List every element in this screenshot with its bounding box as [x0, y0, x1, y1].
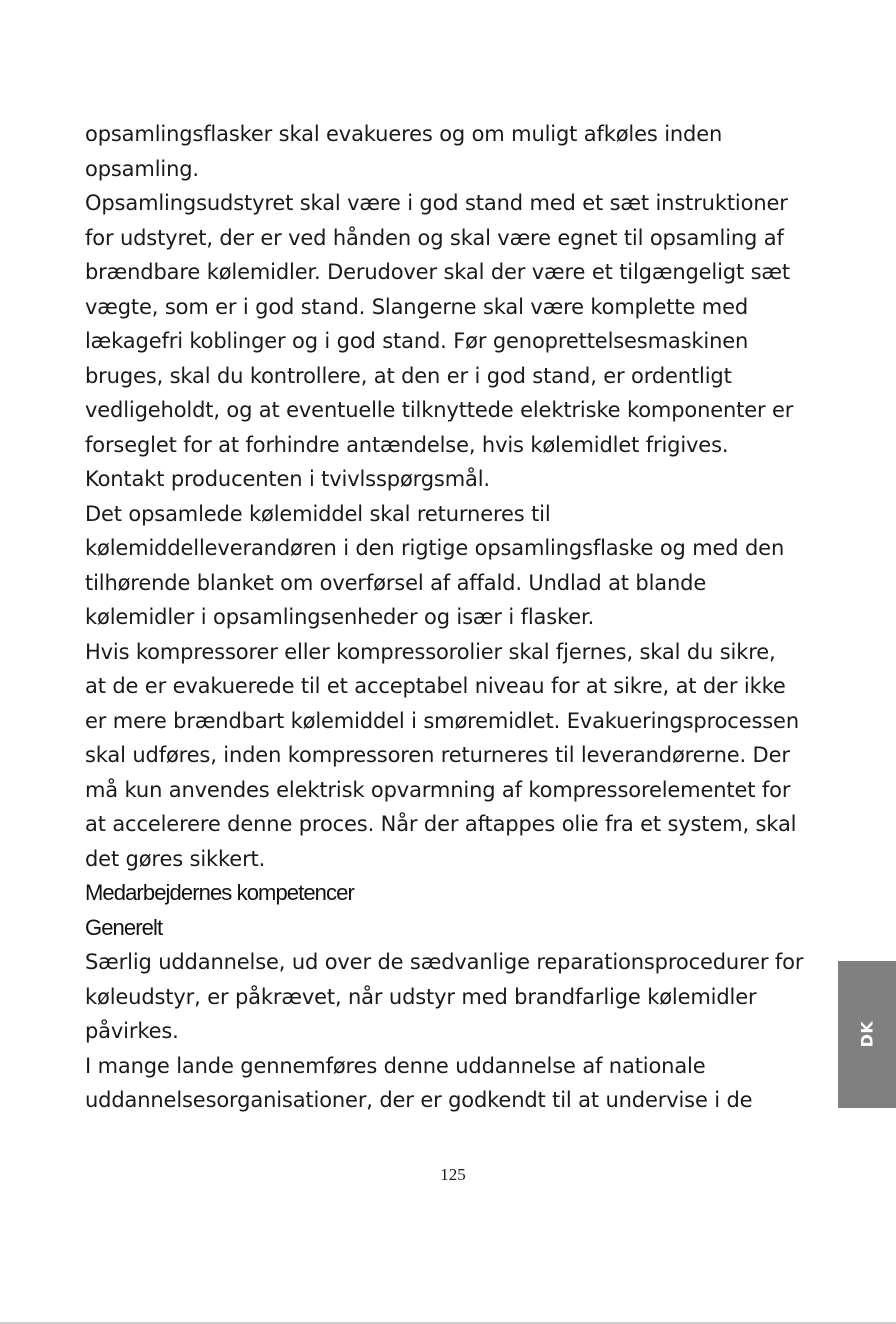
body-line: Særlig uddannelse, ud over de sædvanlige reparationsprocedurer for [85, 950, 804, 974]
body-line: Det opsamlede kølemiddel skal returneres til [85, 501, 551, 526]
subsection-heading-general: Generelt [85, 914, 163, 940]
body-line: må kun anvendes elektrisk opvarmning af kompressorelementet for [85, 777, 791, 802]
body-line: påvirkes. [85, 1019, 179, 1043]
body-line: I mange lande gennemføres denne uddannelse af nationale [85, 1053, 706, 1078]
body-line: at de er evakuerede til et acceptabel niveau for at sikre, at der ikke [85, 674, 786, 698]
body-line: Hvis kompressorer eller kompressorolier skal fjernes, skal du sikre, [85, 639, 776, 664]
body-line: forseglet for at forhindre antændelse, hvis kølemidlet frigives. [85, 432, 729, 457]
body-line: er mere brændbart kølemiddel i smøremidlet. Evakueringsprocessen [85, 708, 799, 733]
body-line: opsamlingsflasker skal evakueres og om muligt afkøles inden [85, 122, 723, 146]
body-line: tilhørende blanket om overførsel af affald. Undlad at blande [85, 570, 707, 595]
body-line: uddannelsesorganisationer, der er godkendt til at undervise i de [85, 1088, 753, 1112]
body-line: opsamling. [85, 156, 199, 181]
body-line: Opsamlingsudstyret skal være i god stand med et sæt instruktioner [85, 191, 788, 215]
body-line: køleudstyr, er påkrævet, når udstyr med brandfarlige kølemidler [85, 984, 757, 1009]
page-number: 125 [440, 1165, 466, 1184]
body-line: for udstyret, der er ved hånden og skal være egnet til opsamling af [85, 225, 784, 250]
body-line: bruges, skal du kontrollere, at den er i god stand, er ordentligt [85, 363, 732, 388]
body-line: kølemidler i opsamlingsenheder og især i flasker. [85, 605, 595, 629]
body-line: Kontakt producenten i tvivlsspørgsmål. [85, 467, 490, 491]
language-tab [838, 961, 896, 1108]
body-line: vægte, som er i god stand. Slangerne skal være komplette med [85, 294, 749, 319]
body-line: vedligeholdt, og at eventuelle tilknyttede elektriske komponenter er [85, 398, 794, 422]
body-line: kølemiddelleverandøren i den rigtige opsamlingsflaske og med den [85, 536, 785, 560]
body-line: lækagefri koblinger og i god stand. Før genoprettelsesmaskinen [85, 329, 749, 353]
page-content [85, 117, 875, 1118]
body-line: at accelerere denne proces. Når der aftappes olie fra et system, skal [85, 812, 797, 836]
body-line: det gøres sikkert. [85, 846, 266, 871]
language-tab-label: DK [857, 1020, 877, 1048]
section-heading-competence: Medarbejdernes kompetencer [85, 880, 354, 905]
body-line: skal udføres, inden kompressoren returneres til leverandørerne. Der [85, 743, 790, 767]
body-line: brændbare kølemidler. Derudover skal der være et tilgængeligt sæt [85, 260, 790, 284]
